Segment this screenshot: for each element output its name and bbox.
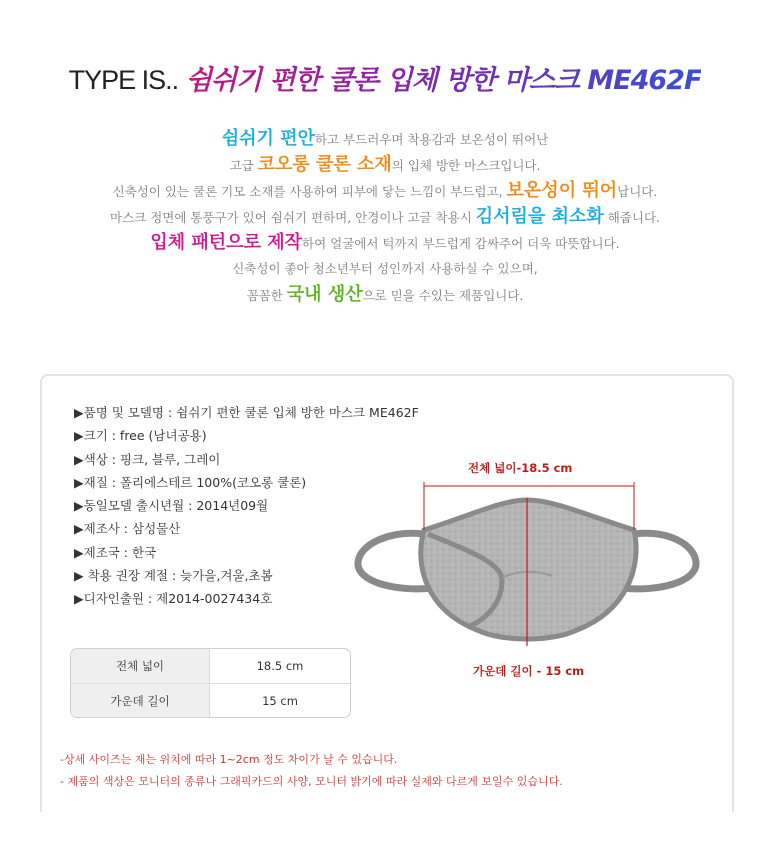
highlight-text: 입체 패턴으로 제작 bbox=[150, 232, 302, 253]
table-header-cell: 전체 넓이 bbox=[71, 649, 210, 683]
intro-line bbox=[0, 230, 770, 256]
highlight-text: 보온성이 뛰어 bbox=[506, 180, 618, 201]
intro-text-segment: 하고 부드러우며 착용감과 보온성이 뛰어난 bbox=[314, 132, 549, 147]
intro-line bbox=[0, 282, 770, 308]
intro-line bbox=[0, 126, 770, 152]
highlight-text: 코오롱 쿨론 소재 bbox=[257, 154, 392, 175]
intro-text-segment: 으로 믿을 수있는 제품입니다. bbox=[362, 288, 524, 303]
intro-text-segment: 꼼꼼한 bbox=[246, 288, 287, 303]
title-prefix: TYPE IS.. bbox=[68, 65, 179, 95]
length-measure-label: 가운데 길이 - 15 cm bbox=[473, 664, 585, 678]
size-table bbox=[70, 648, 351, 718]
spec-row: ▶ 착용 권장 계절 : 늦가을,겨울,초봄 bbox=[74, 568, 273, 584]
intro-text-segment: 해줍니다. bbox=[603, 210, 660, 225]
title-product-name: 쉼쉬기 편한 쿨론 입체 방한 마스크 ME462F bbox=[185, 65, 702, 96]
highlight-text: 쉼쉬기 편안 bbox=[221, 128, 315, 149]
spec-row: ▶제조사 : 삼성물산 bbox=[74, 521, 181, 537]
width-measure-label: 전체 넓이-18.5 cm bbox=[468, 461, 573, 475]
intro-line bbox=[0, 178, 770, 204]
spec-row: ▶크기 : free (남녀공용) bbox=[74, 428, 207, 444]
highlight-text: 김서림을 최소화 bbox=[475, 206, 604, 227]
intro-text-segment: 신축성이 좋아 청소년부터 성인까지 사용하실 수 있으며, bbox=[232, 261, 538, 276]
spec-row: ▶제조국 : 한국 bbox=[74, 544, 157, 560]
intro-text-segment: 하여 얼굴에서 턱까지 부드럽게 감싸주어 더욱 따뜻합니다. bbox=[302, 236, 620, 251]
note-item: - 제품의 색상은 모니터의 종류나 그래픽카드의 사양, 모니터 밝기에 따라 실제와 다르게 보일수 있습니다. bbox=[60, 775, 563, 788]
intro-text-segment: 의 입체 방한 마스크입니다. bbox=[391, 158, 541, 173]
intro-line bbox=[0, 152, 770, 178]
spec-row: ▶디자인출원 : 제2014-0027434호 bbox=[74, 591, 273, 607]
spec-row: ▶재질 : 폴리에스테르 100%(코오롱 쿨론) bbox=[74, 474, 307, 490]
intro-line bbox=[0, 256, 770, 282]
highlight-text: 국내 생산 bbox=[286, 284, 363, 305]
mask-body bbox=[421, 500, 636, 639]
spec-row: ▶동일모델 출시년월 : 2014년09월 bbox=[74, 498, 269, 514]
table-row bbox=[71, 649, 350, 683]
table-cell: 18.5 cm bbox=[256, 659, 304, 673]
spec-row: ▶색상 : 핑크, 블루, 그레이 bbox=[74, 451, 221, 467]
intro-text-segment: 납니다. bbox=[617, 184, 658, 199]
product-title bbox=[0, 58, 770, 97]
mask-diagram bbox=[352, 470, 702, 650]
notes bbox=[60, 749, 563, 793]
intro-text-segment: 신축성이 있는 쿨론 기모 소재를 사용하여 피부에 닿는 느낌이 부드럽고, bbox=[112, 184, 507, 199]
intro-text bbox=[0, 126, 770, 308]
table-cell: 15 cm bbox=[262, 694, 298, 708]
spec-row: ▶품명 및 모델명 : 쉼쉬기 편한 쿨론 입체 방한 마스크 ME462F bbox=[74, 405, 419, 420]
intro-text-segment: 마스크 정면에 통풍구가 있어 쉼쉬기 편하며, 안경이나 고글 착용시 bbox=[110, 210, 476, 225]
intro-line bbox=[0, 204, 770, 230]
mask-illustration bbox=[352, 470, 702, 650]
note-item: -상세 사이즈는 재는 위치에 따라 1~2cm 정도 차이가 날 수 있습니다. bbox=[60, 753, 398, 766]
intro-text-segment: 고급 bbox=[229, 158, 258, 173]
table-header-cell: 가운데 길이 bbox=[71, 684, 210, 718]
table-row bbox=[71, 683, 350, 718]
